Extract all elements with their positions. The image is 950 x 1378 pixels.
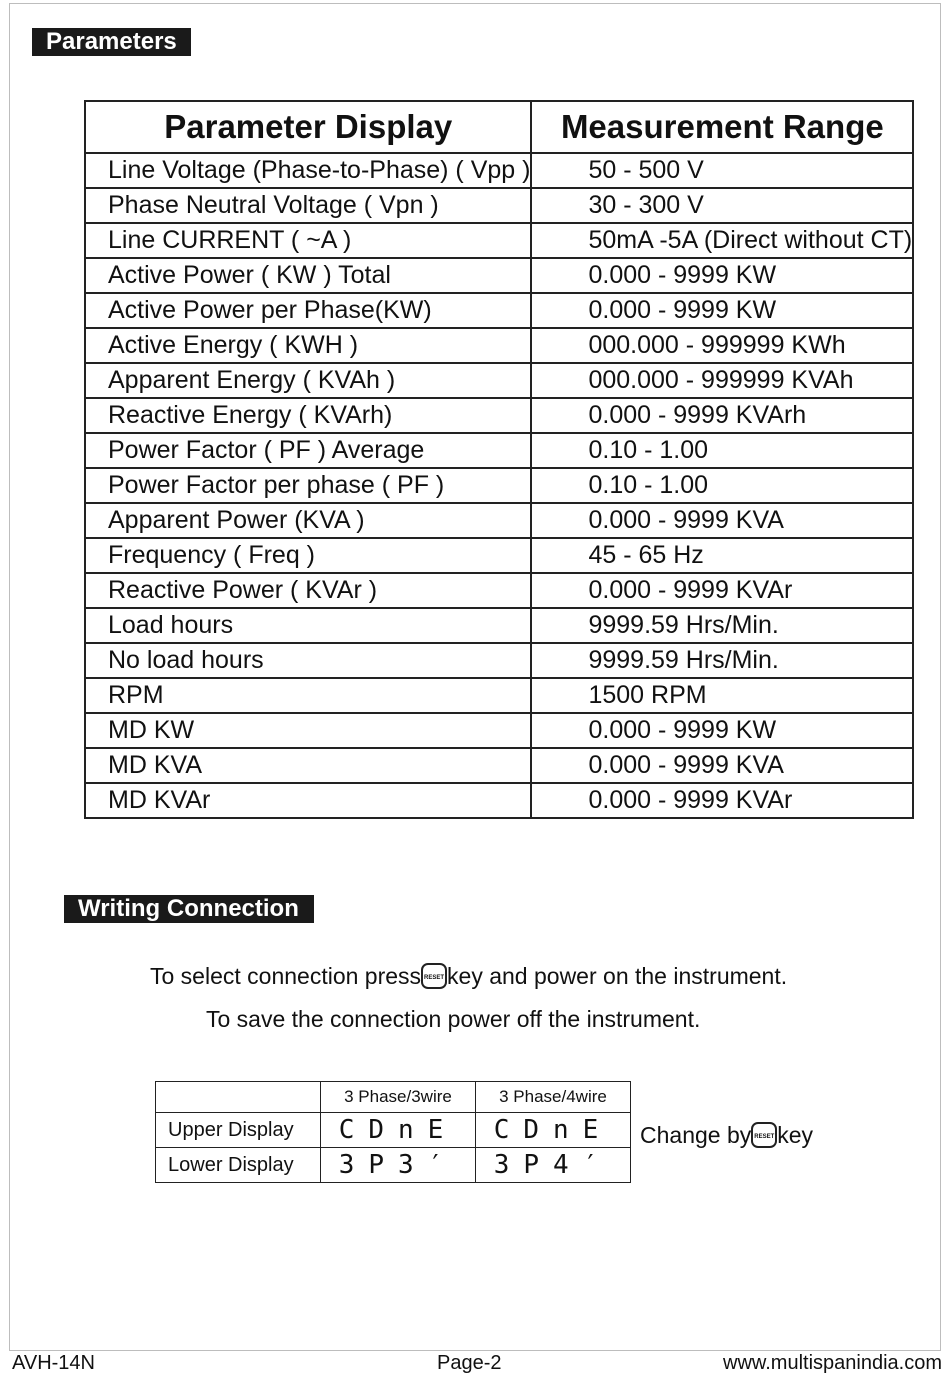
connection-table <box>155 1081 631 1183</box>
parameter-name: Line Voltage (Phase-to-Phase) ( Vpp ) <box>85 153 531 188</box>
reset-key-icon-2: RESET <box>751 1122 777 1148</box>
parameter-name: Apparent Power (KVA ) <box>85 503 531 538</box>
parameter-name: MD KVA <box>85 748 531 783</box>
upper-display-row <box>156 1113 631 1148</box>
footer-model: AVH-14N <box>12 1352 95 1374</box>
section-title-wiring: Writing Connection <box>64 895 314 923</box>
parameter-name: MD KW <box>85 713 531 748</box>
table-header-row <box>85 101 913 153</box>
parameter-name: Active Power ( KW ) Total <box>85 258 531 293</box>
parameter-name: Reactive Power ( KVAr ) <box>85 573 531 608</box>
footer-page-number: Page-2 <box>437 1352 502 1374</box>
measurement-range: 000.000 - 999999 KWh <box>531 328 913 363</box>
measurement-range: 1500 RPM <box>531 678 913 713</box>
measurement-range: 0.10 - 1.00 <box>531 433 913 468</box>
parameters-table <box>84 100 914 819</box>
change-by-note <box>640 1122 813 1150</box>
measurement-range: 0.000 - 9999 KVArh <box>531 398 913 433</box>
measurement-range: 0.000 - 9999 KW <box>531 293 913 328</box>
parameter-name: Line CURRENT ( ~A ) <box>85 223 531 258</box>
upper-display-label: Upper Display <box>156 1113 321 1148</box>
instruction-1-pre: To select connection press <box>150 963 422 989</box>
parameter-name: Apparent Energy ( KVAh ) <box>85 363 531 398</box>
measurement-range: 000.000 - 999999 KVAh <box>531 363 913 398</box>
table-row <box>85 188 913 223</box>
table-row <box>85 398 913 433</box>
parameter-name: RPM <box>85 678 531 713</box>
lower-display-row <box>156 1148 631 1183</box>
reset-key-icon: RESET <box>421 963 447 989</box>
table-row <box>85 258 913 293</box>
table-row <box>85 468 913 503</box>
table-row <box>85 713 913 748</box>
parameter-name: Power Factor ( PF ) Average <box>85 433 531 468</box>
header-parameter-display: Parameter Display <box>85 101 531 153</box>
measurement-range: 0.000 - 9999 KW <box>531 258 913 293</box>
measurement-range: 9999.59 Hrs/Min. <box>531 608 913 643</box>
header-3phase-3wire: 3 Phase/3wire <box>321 1082 476 1113</box>
upper-display-4wire: CDnE <box>476 1113 631 1148</box>
measurement-range: 45 - 65 Hz <box>531 538 913 573</box>
lower-display-4wire: 3P4′ <box>476 1148 631 1183</box>
header-measurement-range: Measurement Range <box>531 101 913 153</box>
lower-display-label: Lower Display <box>156 1148 321 1183</box>
parameter-name: Power Factor per phase ( PF ) <box>85 468 531 503</box>
table-row <box>85 678 913 713</box>
table-row <box>85 783 913 818</box>
parameter-name: Phase Neutral Voltage ( Vpn ) <box>85 188 531 223</box>
change-post: key <box>777 1122 814 1148</box>
parameter-name: Active Power per Phase(KW) <box>85 293 531 328</box>
instruction-1-post: key and power on the instrument. <box>447 963 788 989</box>
instruction-line-2: To save the connection power off the instrument. <box>206 1006 701 1032</box>
change-pre: Change by <box>640 1122 752 1148</box>
measurement-range: 9999.59 Hrs/Min. <box>531 643 913 678</box>
table-row <box>85 363 913 398</box>
table-row <box>85 153 913 188</box>
measurement-range: 50 - 500 V <box>531 153 913 188</box>
connection-header-row <box>156 1082 631 1113</box>
table-row <box>85 643 913 678</box>
table-row <box>85 748 913 783</box>
lower-display-3wire: 3P3′ <box>321 1148 476 1183</box>
measurement-range: 0.000 - 9999 KVAr <box>531 783 913 818</box>
parameter-name: Active Energy ( KWH ) <box>85 328 531 363</box>
measurement-range: 50mA -5A (Direct without CT) <box>531 223 913 258</box>
measurement-range: 0.000 - 9999 KW <box>531 713 913 748</box>
upper-display-3wire: CDnE <box>321 1113 476 1148</box>
table-row <box>85 503 913 538</box>
connection-header-blank <box>156 1082 321 1113</box>
measurement-range: 0.000 - 9999 KVAr <box>531 573 913 608</box>
parameter-name: No load hours <box>85 643 531 678</box>
table-row <box>85 433 913 468</box>
parameter-name: Reactive Energy ( KVArh) <box>85 398 531 433</box>
header-3phase-4wire: 3 Phase/4wire <box>476 1082 631 1113</box>
table-row <box>85 573 913 608</box>
measurement-range: 0.10 - 1.00 <box>531 468 913 503</box>
parameter-name: Load hours <box>85 608 531 643</box>
parameter-name: Frequency ( Freq ) <box>85 538 531 573</box>
table-row <box>85 223 913 258</box>
parameters-table-body <box>85 153 913 818</box>
table-row <box>85 293 913 328</box>
table-row <box>85 538 913 573</box>
measurement-range: 30 - 300 V <box>531 188 913 223</box>
measurement-range: 0.000 - 9999 KVA <box>531 748 913 783</box>
measurement-range: 0.000 - 9999 KVA <box>531 503 913 538</box>
instruction-line-1 <box>150 963 787 991</box>
footer-website: www.multispanindia.com <box>723 1352 942 1374</box>
section-title-parameters: Parameters <box>32 28 191 56</box>
table-row <box>85 328 913 363</box>
table-row <box>85 608 913 643</box>
parameter-name: MD KVAr <box>85 783 531 818</box>
